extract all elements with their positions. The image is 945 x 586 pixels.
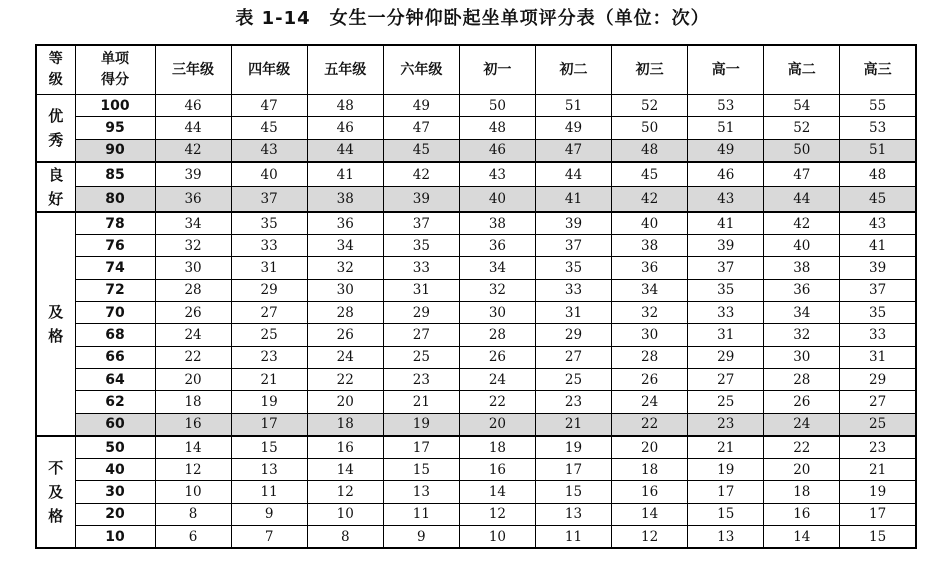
value-cell: 36 <box>612 257 688 279</box>
value-cell: 37 <box>231 187 307 212</box>
value-cell: 23 <box>231 346 307 368</box>
value-cell: 15 <box>840 526 916 549</box>
value-cell: 15 <box>231 436 307 459</box>
value-cell: 24 <box>307 346 383 368</box>
table-row <box>36 459 916 481</box>
header-grade: 四年级 <box>231 45 307 95</box>
value-cell: 32 <box>155 235 231 257</box>
value-cell: 47 <box>764 162 840 187</box>
header-level: 等 级 <box>36 45 75 95</box>
value-cell: 43 <box>688 187 764 212</box>
value-cell: 13 <box>231 459 307 481</box>
value-cell: 18 <box>307 413 383 436</box>
table-row <box>36 117 916 139</box>
value-cell: 19 <box>535 436 611 459</box>
value-cell: 19 <box>688 459 764 481</box>
table-row <box>36 212 916 235</box>
value-cell: 27 <box>840 391 916 413</box>
value-cell: 39 <box>840 257 916 279</box>
value-cell: 20 <box>612 436 688 459</box>
value-cell: 49 <box>383 95 459 117</box>
table-row <box>36 324 916 346</box>
value-cell: 29 <box>688 346 764 368</box>
score-cell: 50 <box>75 436 155 459</box>
value-cell: 13 <box>688 526 764 549</box>
value-cell: 44 <box>764 187 840 212</box>
value-cell: 45 <box>231 117 307 139</box>
value-cell: 17 <box>688 481 764 503</box>
value-cell: 7 <box>231 526 307 549</box>
value-cell: 32 <box>307 257 383 279</box>
value-cell: 28 <box>307 302 383 324</box>
value-cell: 54 <box>764 95 840 117</box>
value-cell: 20 <box>307 391 383 413</box>
table-row <box>36 235 916 257</box>
value-cell: 31 <box>231 257 307 279</box>
value-cell: 43 <box>459 162 535 187</box>
value-cell: 9 <box>231 503 307 525</box>
value-cell: 18 <box>155 391 231 413</box>
value-cell: 22 <box>612 413 688 436</box>
value-cell: 42 <box>383 162 459 187</box>
value-cell: 35 <box>231 212 307 235</box>
value-cell: 23 <box>535 391 611 413</box>
value-cell: 36 <box>459 235 535 257</box>
value-cell: 36 <box>764 279 840 301</box>
value-cell: 28 <box>612 346 688 368</box>
value-cell: 25 <box>383 346 459 368</box>
value-cell: 26 <box>764 391 840 413</box>
value-cell: 43 <box>231 139 307 162</box>
header-grade: 初三 <box>612 45 688 95</box>
value-cell: 17 <box>383 436 459 459</box>
value-cell: 24 <box>612 391 688 413</box>
value-cell: 30 <box>155 257 231 279</box>
table-row <box>36 162 916 187</box>
value-cell: 12 <box>307 481 383 503</box>
header-grade: 高二 <box>764 45 840 95</box>
value-cell: 48 <box>840 162 916 187</box>
value-cell: 38 <box>612 235 688 257</box>
value-cell: 44 <box>307 139 383 162</box>
value-cell: 25 <box>688 391 764 413</box>
value-cell: 32 <box>459 279 535 301</box>
value-cell: 47 <box>383 117 459 139</box>
value-cell: 40 <box>231 162 307 187</box>
value-cell: 14 <box>612 503 688 525</box>
table-title: 表 1-14 女生一分钟仰卧起坐单项评分表（单位：次） <box>235 8 710 29</box>
value-cell: 48 <box>307 95 383 117</box>
value-cell: 46 <box>155 95 231 117</box>
value-cell: 43 <box>840 212 916 235</box>
value-cell: 11 <box>535 526 611 549</box>
value-cell: 39 <box>535 212 611 235</box>
value-cell: 16 <box>307 436 383 459</box>
value-cell: 28 <box>155 279 231 301</box>
value-cell: 24 <box>764 413 840 436</box>
value-cell: 44 <box>155 117 231 139</box>
value-cell: 37 <box>840 279 916 301</box>
value-cell: 39 <box>688 235 764 257</box>
value-cell: 32 <box>764 324 840 346</box>
value-cell: 48 <box>612 139 688 162</box>
value-cell: 31 <box>688 324 764 346</box>
value-cell: 53 <box>688 95 764 117</box>
header-score: 单项 得分 <box>75 45 155 95</box>
value-cell: 16 <box>612 481 688 503</box>
value-cell: 45 <box>840 187 916 212</box>
value-cell: 26 <box>612 368 688 390</box>
level-label: 良 好 <box>48 165 64 208</box>
score-cell: 40 <box>75 459 155 481</box>
value-cell: 53 <box>840 117 916 139</box>
value-cell: 24 <box>155 324 231 346</box>
value-cell: 39 <box>383 187 459 212</box>
table-row <box>36 279 916 301</box>
value-cell: 33 <box>231 235 307 257</box>
value-cell: 12 <box>155 459 231 481</box>
score-cell: 60 <box>75 413 155 436</box>
header-grade: 初一 <box>459 45 535 95</box>
value-cell: 34 <box>307 235 383 257</box>
value-cell: 13 <box>535 503 611 525</box>
score-cell: 85 <box>75 162 155 187</box>
value-cell: 27 <box>535 346 611 368</box>
score-cell: 68 <box>75 324 155 346</box>
table-body <box>36 95 916 549</box>
value-cell: 47 <box>231 95 307 117</box>
value-cell: 10 <box>307 503 383 525</box>
value-cell: 34 <box>612 279 688 301</box>
value-cell: 19 <box>383 413 459 436</box>
value-cell: 33 <box>688 302 764 324</box>
header-row <box>36 45 916 95</box>
score-cell: 66 <box>75 346 155 368</box>
value-cell: 9 <box>383 526 459 549</box>
value-cell: 52 <box>612 95 688 117</box>
table-row <box>36 95 916 117</box>
value-cell: 14 <box>155 436 231 459</box>
value-cell: 38 <box>307 187 383 212</box>
header-grade: 高三 <box>840 45 916 95</box>
value-cell: 23 <box>688 413 764 436</box>
value-cell: 30 <box>764 346 840 368</box>
table-row <box>36 257 916 279</box>
score-cell: 90 <box>75 139 155 162</box>
value-cell: 20 <box>764 459 840 481</box>
value-cell: 26 <box>155 302 231 324</box>
value-cell: 36 <box>307 212 383 235</box>
value-cell: 21 <box>383 391 459 413</box>
score-cell: 72 <box>75 279 155 301</box>
value-cell: 29 <box>840 368 916 390</box>
value-cell: 40 <box>764 235 840 257</box>
value-cell: 25 <box>535 368 611 390</box>
value-cell: 17 <box>840 503 916 525</box>
level-label: 不 及 格 <box>48 459 64 526</box>
value-cell: 38 <box>459 212 535 235</box>
value-cell: 26 <box>459 346 535 368</box>
value-cell: 35 <box>688 279 764 301</box>
value-cell: 18 <box>459 436 535 459</box>
value-cell: 51 <box>535 95 611 117</box>
value-cell: 21 <box>688 436 764 459</box>
value-cell: 33 <box>840 324 916 346</box>
value-cell: 52 <box>764 117 840 139</box>
value-cell: 37 <box>688 257 764 279</box>
value-cell: 29 <box>535 324 611 346</box>
value-cell: 20 <box>155 368 231 390</box>
value-cell: 41 <box>840 235 916 257</box>
value-cell: 39 <box>155 162 231 187</box>
score-table <box>35 44 917 549</box>
value-cell: 19 <box>231 391 307 413</box>
score-cell: 100 <box>75 95 155 117</box>
value-cell: 30 <box>459 302 535 324</box>
value-cell: 21 <box>231 368 307 390</box>
value-cell: 46 <box>459 139 535 162</box>
value-cell: 26 <box>307 324 383 346</box>
score-cell: 78 <box>75 212 155 235</box>
table-row <box>36 368 916 390</box>
value-cell: 23 <box>840 436 916 459</box>
value-cell: 48 <box>459 117 535 139</box>
value-cell: 44 <box>535 162 611 187</box>
value-cell: 11 <box>383 503 459 525</box>
value-cell: 34 <box>155 212 231 235</box>
value-cell: 15 <box>535 481 611 503</box>
header-grade: 五年级 <box>307 45 383 95</box>
value-cell: 33 <box>383 257 459 279</box>
value-cell: 16 <box>155 413 231 436</box>
value-cell: 22 <box>764 436 840 459</box>
value-cell: 29 <box>231 279 307 301</box>
value-cell: 49 <box>535 117 611 139</box>
level-cell <box>36 162 75 212</box>
level-cell <box>36 212 75 436</box>
value-cell: 45 <box>612 162 688 187</box>
value-cell: 8 <box>155 503 231 525</box>
value-cell: 50 <box>459 95 535 117</box>
value-cell: 34 <box>764 302 840 324</box>
score-cell: 80 <box>75 187 155 212</box>
value-cell: 21 <box>535 413 611 436</box>
level-cell <box>36 436 75 548</box>
value-cell: 22 <box>307 368 383 390</box>
value-cell: 36 <box>155 187 231 212</box>
value-cell: 25 <box>231 324 307 346</box>
header-grade: 三年级 <box>155 45 231 95</box>
score-cell: 10 <box>75 526 155 549</box>
value-cell: 15 <box>383 459 459 481</box>
value-cell: 50 <box>612 117 688 139</box>
value-cell: 51 <box>840 139 916 162</box>
value-cell: 31 <box>535 302 611 324</box>
value-cell: 30 <box>612 324 688 346</box>
value-cell: 15 <box>688 503 764 525</box>
value-cell: 28 <box>764 368 840 390</box>
level-cell <box>36 95 75 162</box>
header-grade: 六年级 <box>383 45 459 95</box>
value-cell: 17 <box>535 459 611 481</box>
value-cell: 55 <box>840 95 916 117</box>
value-cell: 28 <box>459 324 535 346</box>
value-cell: 20 <box>459 413 535 436</box>
value-cell: 18 <box>612 459 688 481</box>
table-row <box>36 413 916 436</box>
value-cell: 31 <box>840 346 916 368</box>
value-cell: 17 <box>231 413 307 436</box>
value-cell: 14 <box>307 459 383 481</box>
value-cell: 27 <box>231 302 307 324</box>
score-cell: 20 <box>75 503 155 525</box>
value-cell: 6 <box>155 526 231 549</box>
value-cell: 42 <box>612 187 688 212</box>
value-cell: 22 <box>155 346 231 368</box>
score-cell: 76 <box>75 235 155 257</box>
value-cell: 37 <box>383 212 459 235</box>
header-grade: 高一 <box>688 45 764 95</box>
value-cell: 11 <box>231 481 307 503</box>
table-row <box>36 391 916 413</box>
value-cell: 31 <box>383 279 459 301</box>
value-cell: 16 <box>764 503 840 525</box>
table-row <box>36 436 916 459</box>
value-cell: 49 <box>688 139 764 162</box>
value-cell: 12 <box>612 526 688 549</box>
score-cell: 70 <box>75 302 155 324</box>
value-cell: 50 <box>764 139 840 162</box>
value-cell: 40 <box>459 187 535 212</box>
value-cell: 51 <box>688 117 764 139</box>
value-cell: 10 <box>459 526 535 549</box>
score-cell: 62 <box>75 391 155 413</box>
header-grade: 初二 <box>535 45 611 95</box>
value-cell: 42 <box>155 139 231 162</box>
table-header <box>36 45 916 95</box>
value-cell: 8 <box>307 526 383 549</box>
value-cell: 30 <box>307 279 383 301</box>
value-cell: 46 <box>307 117 383 139</box>
table-row <box>36 346 916 368</box>
value-cell: 27 <box>688 368 764 390</box>
table-row <box>36 526 916 549</box>
level-label: 及 格 <box>48 302 64 345</box>
value-cell: 27 <box>383 324 459 346</box>
value-cell: 35 <box>840 302 916 324</box>
value-cell: 29 <box>383 302 459 324</box>
value-cell: 41 <box>688 212 764 235</box>
value-cell: 16 <box>459 459 535 481</box>
value-cell: 14 <box>459 481 535 503</box>
value-cell: 42 <box>764 212 840 235</box>
value-cell: 13 <box>383 481 459 503</box>
value-cell: 47 <box>535 139 611 162</box>
table-row <box>36 503 916 525</box>
table-row <box>36 187 916 212</box>
value-cell: 41 <box>307 162 383 187</box>
value-cell: 33 <box>535 279 611 301</box>
value-cell: 25 <box>840 413 916 436</box>
score-cell: 95 <box>75 117 155 139</box>
value-cell: 22 <box>459 391 535 413</box>
value-cell: 32 <box>612 302 688 324</box>
score-cell: 30 <box>75 481 155 503</box>
value-cell: 41 <box>535 187 611 212</box>
value-cell: 24 <box>459 368 535 390</box>
value-cell: 14 <box>764 526 840 549</box>
score-cell: 64 <box>75 368 155 390</box>
value-cell: 45 <box>383 139 459 162</box>
value-cell: 38 <box>764 257 840 279</box>
table-row <box>36 139 916 162</box>
value-cell: 23 <box>383 368 459 390</box>
table-row <box>36 302 916 324</box>
value-cell: 40 <box>612 212 688 235</box>
value-cell: 18 <box>764 481 840 503</box>
value-cell: 10 <box>155 481 231 503</box>
value-cell: 21 <box>840 459 916 481</box>
value-cell: 35 <box>383 235 459 257</box>
level-label: 优 秀 <box>48 106 64 149</box>
value-cell: 35 <box>535 257 611 279</box>
value-cell: 19 <box>840 481 916 503</box>
value-cell: 34 <box>459 257 535 279</box>
value-cell: 37 <box>535 235 611 257</box>
score-cell: 74 <box>75 257 155 279</box>
value-cell: 46 <box>688 162 764 187</box>
value-cell: 12 <box>459 503 535 525</box>
table-row <box>36 481 916 503</box>
